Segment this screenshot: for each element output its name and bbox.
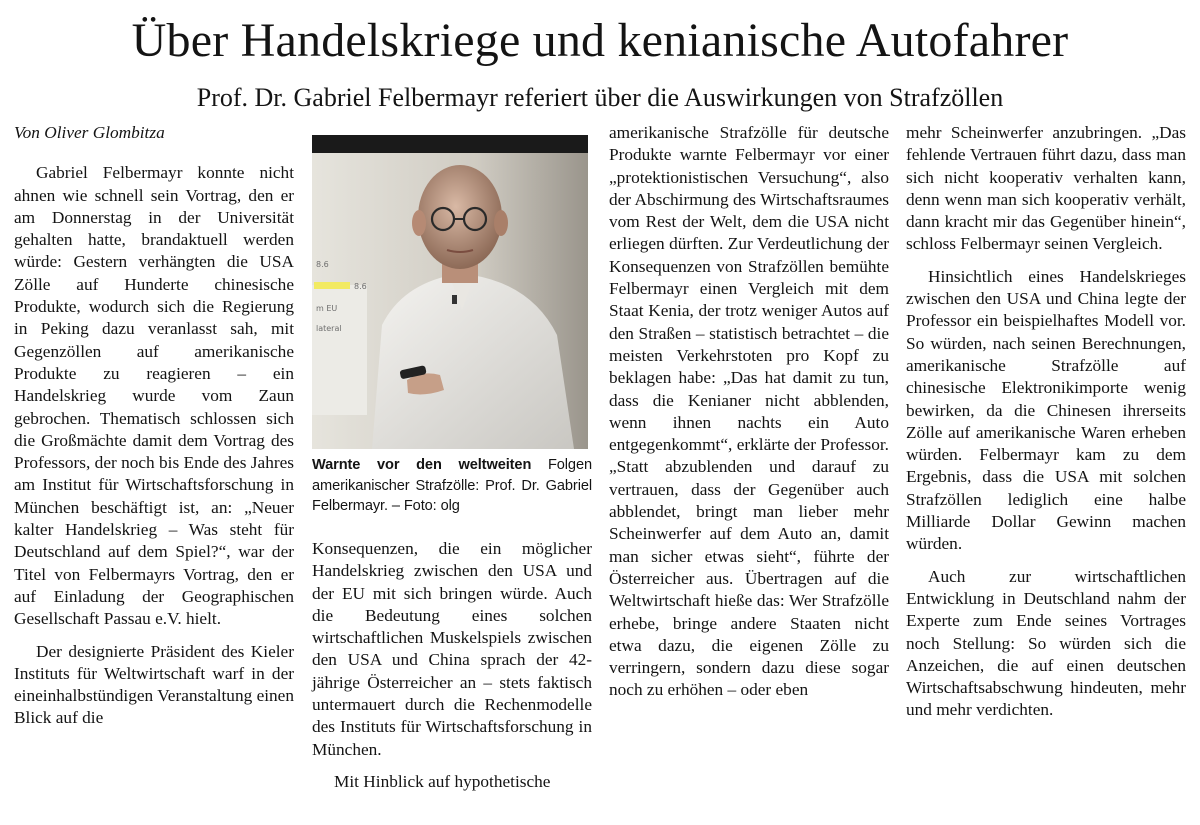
byline: Von Oliver Glombitza	[14, 123, 165, 142]
article-photo	[312, 135, 588, 449]
paragraph: amerikanische Strafzölle für deutsche Produkte warnte Felbermayr vor einer „protektionistischen Versuchung“, also der Abschirmung des Wirtschaftsraumes vom Rest der Welt, dem die USA nicht erliegen dürften. Zur Verdeutlichung der Konsequenzen von Strafzöllen bemühte Felbermayr einen Vergleich mit dem Staat Kenia, der trotz weniger Autos auf den Straßen – statistisch betrachtet – die meisten Verkehrstoten pro Kopf zu beklagen habe: „Das hat damit zu tun, dass die Kenianer nicht abblenden, wenn ihnen nachts ein Auto entgegenkommt“, erklärte der Professor. „Statt abzublenden und darauf zu vertrauen, dass der Gegenüber auch abblendet, bringt man lieber mehr Scheinwerfer auf dem Auto an, damit man sicher etwas sieht“, führte der Österreicher aus. Übertragen auf die Weltwirtschaft hieße das: Wer Strafzölle erhebe, bringe andere Staaten nicht etwa dazu, die eigenen Zölle zu verringern, sondern dazu diese sogar noch zu erhöhen – oder eben	[609, 123, 889, 700]
paragraph: Gabriel Felbermayr konnte nicht ahnen wie schnell sein Vortrag, den er am Donnerstag in der Universität gehalten hatte, brandaktuell werden würde: Gestern verhängten die USA Zölle auf Hunderte chinesische Produkte, wodurch sich die Regierung in Peking dazu veranlasst sah, mit Gegenzöllen auf amerikanische Produkte zu reagieren – ein Handelskrieg wurde vom Zaun gebrochen. Thematisch schlossen sich die Großmächte damit dem Vortrag des Professors, der noch bis Ende des Jahres am Institut für Wirtschaftsforschung in München beschäftigt ist, an: „Neuer kalter Handelskrieg – Was steht für Deutschland auf dem Spiel?“, war der Titel von Felbermayrs Vortrag, den er auf Einladung der Geographischen Gesellschaft Passau e.V. hielt.	[14, 163, 294, 629]
subheadline: Prof. Dr. Gabriel Felbermayr referiert über die Auswirkungen von Strafzöllen	[196, 83, 1004, 112]
slide-label: lateral	[316, 324, 342, 333]
caption-lead: Warnte vor den weltweiten	[312, 457, 532, 473]
slide-label: 8.6	[316, 260, 329, 269]
article-column-1	[14, 122, 294, 740]
paragraph: Der designierte Präsident des Kieler Instituts für Weltwirtschaft warf in der eineinhalbstündigen Veranstaltung einen Blick auf die	[14, 641, 294, 728]
slide-label: m EU	[316, 304, 338, 313]
article-column-3	[609, 122, 889, 712]
paragraph: mehr Scheinwerfer anzubringen. „Das fehlende Vertrauen führt dazu, dass man sich nicht kooperativ verhalten kann, denn wenn man sich kooperativ verhält, dann kracht mir das Gegenüber hinein“, schloss Felbermayr seinen Vergleich.	[906, 123, 1186, 254]
paragraph: Konsequenzen, die ein möglicher Handelskrieg zwischen den USA und der EU mit sich bringen würde. Auch die Bedeutung eines solchen wirtschaftlichen Muskelspiels zwischen den USA und China sprach der 42-jährige Österreicher an – stets faktisch untermauert durch die Rechenmodelle des Instituts für Wirtschaftsforschung in München.	[312, 539, 592, 759]
slide-label: 8.6	[354, 282, 367, 291]
caption-text: Folgen amerikanischer Strafzölle: Prof. Dr. Gabriel Felbermayr. – Foto: olg	[312, 457, 592, 514]
paragraph: Hinsichtlich eines Handelskrieges zwischen den USA und China legte der Professor ein beispielhaftes Modell vor. So würden, nach seinen Berechnungen, amerikanische Strafzölle auf chinesische Elektronikimporte wenig bewirken, da die Chinesen ihrerseits Zölle auf amerikanische Waren erheben würden. Felbermayr kam zu dem Ergebnis, dass die USA mit solchen Strafzöllen lediglich eine halbe Milliarde Dollar Gewinn machen würden.	[906, 266, 1186, 554]
chart-bar-yellow	[314, 282, 350, 289]
article-column-2	[312, 538, 592, 803]
photo-caption	[312, 455, 592, 517]
paragraph: Auch zur wirtschaftlichen Entwicklung in Deutschland nahm der Experte zum Ende seines Vortrages noch Stellung: So würden sich die Anzeichen, die auf einen deutschen Wirtschaftsabschwung hindeuten, mehr und mehr verdichten.	[906, 566, 1186, 720]
headline: Über Handelskriege und kenianische Autofahrer	[131, 14, 1069, 67]
article-column-4	[906, 122, 1186, 732]
paragraph: Mit Hinblick auf hypothetische	[334, 771, 551, 791]
